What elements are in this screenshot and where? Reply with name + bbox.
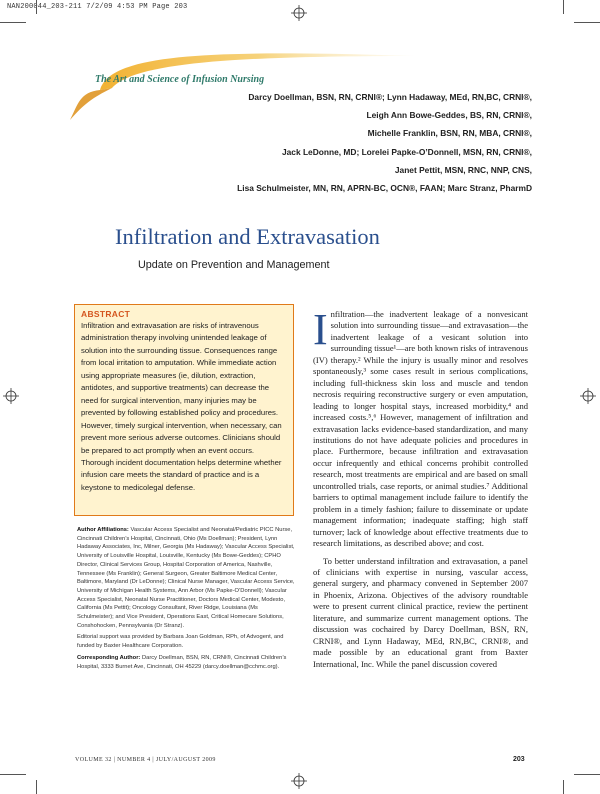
crop-mark <box>0 774 26 775</box>
article-subtitle: Update on Prevention and Management <box>138 259 330 271</box>
crop-mark <box>36 0 37 14</box>
journal-issue-footer: VOLUME 32 | NUMBER 4 | JULY/AUGUST 2009 <box>75 757 216 763</box>
author-line: Lisa Schulmeister, MN, RN, APRN-BC, OCN®, FAAN; Marc Stranz, PharmD <box>237 183 532 194</box>
crop-mark <box>574 774 600 775</box>
author-line: Jack LeDonne, MD; Lorelei Papke-O’Donnell, MSN, RN, CRNI®, <box>281 146 532 157</box>
journal-banner-title: The Art and Science of Infusion Nursing <box>95 74 265 85</box>
registration-mark-bottom <box>291 773 307 789</box>
affiliations-text: Vascular Access Specialist and Neonatal/Pediatric PICC Nurse, Cincinnati Children’s Hospital, Cincinnati, Ohio (Ms Doellman); President, Lynn Hadaway Associates, Inc, Milner, Georgia (Ms Hadaway); Vascular Access Specialist, University of Louisville Hospital, Louisville, Kentucky (Ms Bowe-Geddes); CPHO Director, Clinical Services Group, Hospital Corporation of America, Nashville, Tennessee (Ms Franklin); General Surgeon, Greater Baltimore Medical Center, Baltimore, Maryland (Dr LeDonne); Clinical Nurse Manager, Vascular Access Service, University of Michigan Health Systems, Ann Arbor (Ms Papke-O’Donnell); Vascular Access Specialist, Neonatal Nurse Practitioner, Doctors Medical Center, Modesto, California (Ms Pettit); Oncology Consultant, River Ridge, Louisiana (Ms Schulmeister); and Vice President, Operations East, Critical Homecare Solutions, Conshohocken, Pennsylvania (Dr Stranz). <box>77 527 295 629</box>
registration-mark-right <box>580 388 596 404</box>
author-line: Darcy Doellman, BSN, RN, CRNI®; Lynn Hadaway, MEd, RN,BC, CRNI®, <box>248 92 532 102</box>
registration-mark-top <box>291 5 307 21</box>
author-line: Janet Pettit, MSN, RNC, NNP, CNS, <box>394 164 532 175</box>
author-list <box>62 88 532 197</box>
abstract-heading: ABSTRACT <box>81 309 131 319</box>
page-number: 203 <box>513 756 525 763</box>
body-text-column <box>313 305 528 670</box>
body-paragraph-1: nfiltration—the inadvertent leakage of a nonvesicant solution into surrounding tissue—and extravasation—the inadvertent leakage of a vesicant solution into surrounding tissue¹—are both known risks of intravenous (IV) therapy.² While the injury is usually minor and resolves spontaneously,³ some cases result in serious complications, including full-thickness skin loss and muscle and tendon necrosis requiring reconstructive surgery or even amputation, leading to longer hospital stays, increased morbidity,⁴ and increased costs.⁵,⁶ However, management of infiltration and extravasation lacks evidence-based standardization, and many institutions do not have adequate policies and procedures in place. Furthermore, because infiltration and extravasation occur infrequently and ethical concerns prohibit controlled research, most treatments are empirical and are based on small uncontrolled trials, case reports, or animal studies.⁷ Additional barriers to optimal management include failure to identify the problem in a timely fashion; failure to disseminate or update management information; inadequate staffing; high staff turnover; lack of knowledge about effective treatments due to research limitations, as described above; and cost. <box>313 309 528 549</box>
crop-mark <box>563 0 564 14</box>
body-paragraph-2: To better understand infiltration and extravasation, a panel of clinicians with expertise in nursing, vascular access, general surgery, and pharmacy convened in September 2007 in Phoenix, Arizona. Objectives of the advisory roundtable were to present current clinical practice, review the pertinent literature, and summarize current management options. The discussion was cochaired by Darcy Doellman, BSN, RN, CRNI®, and Lynn Hadaway, MEd, RN,BC, CRNI®, and made possible by an educational grant from Baxter International, Inc. While the panel discussion covered <box>313 555 528 669</box>
editorial-support-note: Editorial support was provided by Barbara Joan Goldman, RPh, of Advogent, and funded by Baxter Healthcare Corporation. <box>77 634 284 650</box>
affiliations-label: Author Affiliations: <box>77 527 129 533</box>
registration-mark-left <box>3 388 19 404</box>
author-affiliations <box>77 526 295 674</box>
author-line: Leigh Ann Bowe-Geddes, BS, RN, CRNI®, <box>366 110 532 121</box>
crop-mark <box>36 780 37 794</box>
crop-mark <box>574 22 600 23</box>
abstract-body: Infiltration and extravasation are risks of intravenous administration therapy involving unintended leakage of solution into the surrounding tissue. Consequences range from local irritation to amputation. While immediate action using appropriate measures (ie, dilution, extraction, antidotes, and supportive treatments) can decrease the need for surgical intervention, many injuries may be prevented by following established policy and procedures. However, timely surgical intervention, when necessary, can prevent more serious adverse outcomes. Clinicians should be prepared to act promptly when an event occurs. Thorough incident documentation helps determine whether infusion care meets the standard of practice and is a keystone to medicolegal defense. <box>81 321 282 492</box>
article-title: Infiltration and Extravasation <box>115 224 380 249</box>
abstract-box <box>74 304 294 516</box>
corresponding-author-label: Corresponding Author: <box>77 654 141 661</box>
crop-mark <box>0 22 26 23</box>
author-line: Michelle Franklin, BSN, RN, MBA, CRNI®, <box>367 128 532 139</box>
crop-mark <box>563 780 564 794</box>
drop-cap: I <box>313 305 328 354</box>
slug-line: NAN200044_203-211 7/2/09 4:53 PM Page 203 <box>7 3 188 11</box>
corresponding-author-text: Darcy Doellman, BSN, RN, CRNI®, Cincinnati Children’s Hospital, 3333 Burnet Ave, Cincinnati, OH 45229 (darcy.doellman@cchmc.org). <box>77 654 287 670</box>
